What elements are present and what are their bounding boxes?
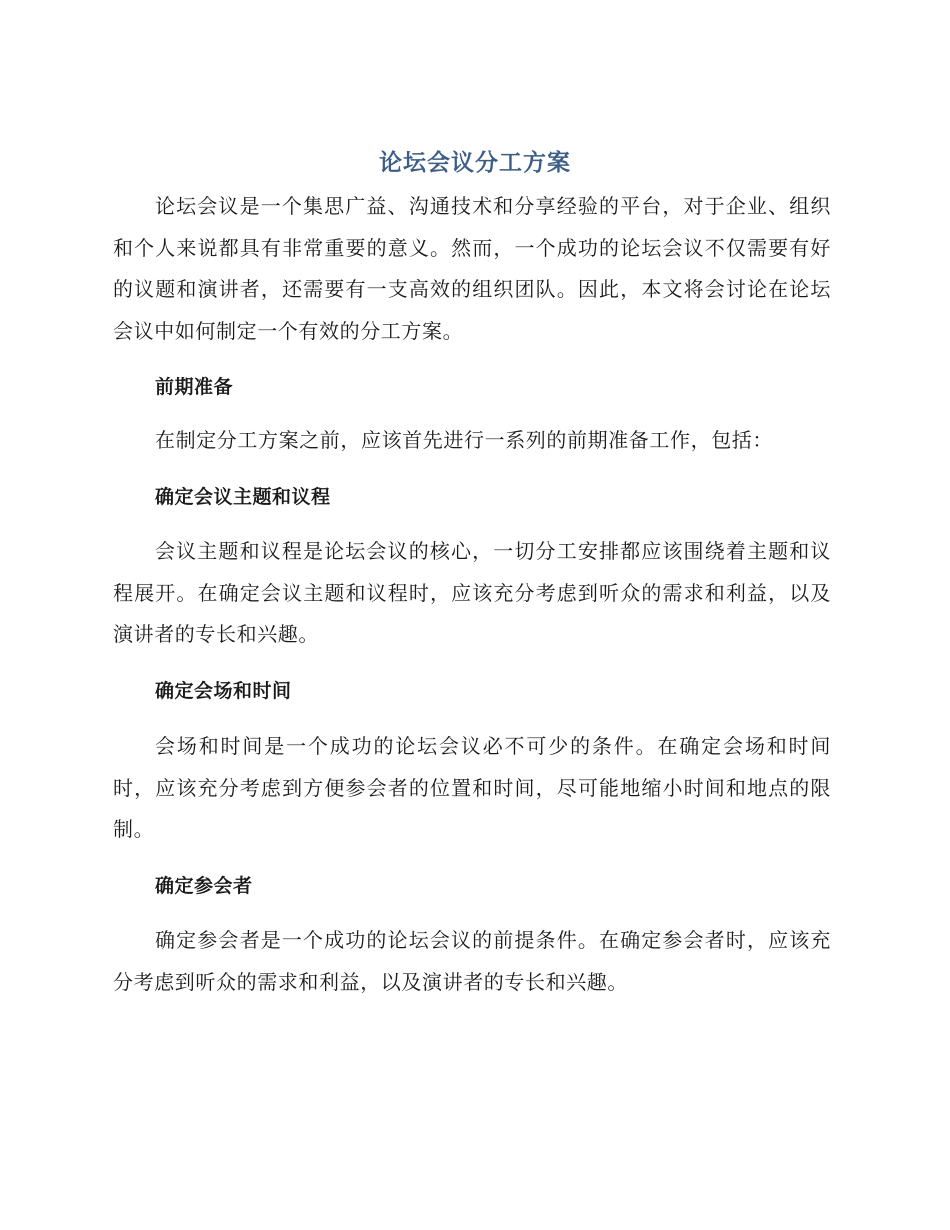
section-body-preparation: 在制定分工方案之前，应该首先进行一系列的前期准备工作，包括： (155, 428, 773, 452)
section-heading-preparation: 前期准备 (155, 376, 234, 398)
intro-paragraph: 论坛会议是一个集思广益、沟通技术和分享经验的平台，对于企业、组织和个人来说都具有非常重要的意义。然而，一个成功的论坛会议不仅需要有好的议题和演讲者，还需要有一支高效的组织团队。因此，本文将会讨论在论坛会议中如何制定一个有效的分工方案。 (113, 194, 831, 343)
section-heading-venue-time: 确定会场和时间 (155, 680, 292, 702)
section-body-attendees: 确定参会者是一个成功的论坛会议的前提条件。在确定参会者时，应该充分考虑到听众的需求和利益，以及演讲者的专长和兴趣。 (113, 928, 831, 994)
section-heading-topic-agenda: 确定会议主题和议程 (155, 486, 331, 508)
section-body-topic-agenda: 会议主题和议程是论坛会议的核心，一切分工安排都应该围绕着主题和议程展开。在确定会议主题和议程时，应该充分考虑到听众的需求和利益，以及演讲者的专长和兴趣。 (113, 539, 831, 646)
document-title: 论坛会议分工方案 (379, 150, 571, 176)
section-heading-attendees: 确定参会者 (155, 875, 253, 897)
section-body-venue-time: 会场和时间是一个成功的论坛会议必不可少的条件。在确定会场和时间时，应该充分考虑到方便参会者的位置和时间，尽可能地缩小时间和地点的限制。 (113, 734, 831, 841)
